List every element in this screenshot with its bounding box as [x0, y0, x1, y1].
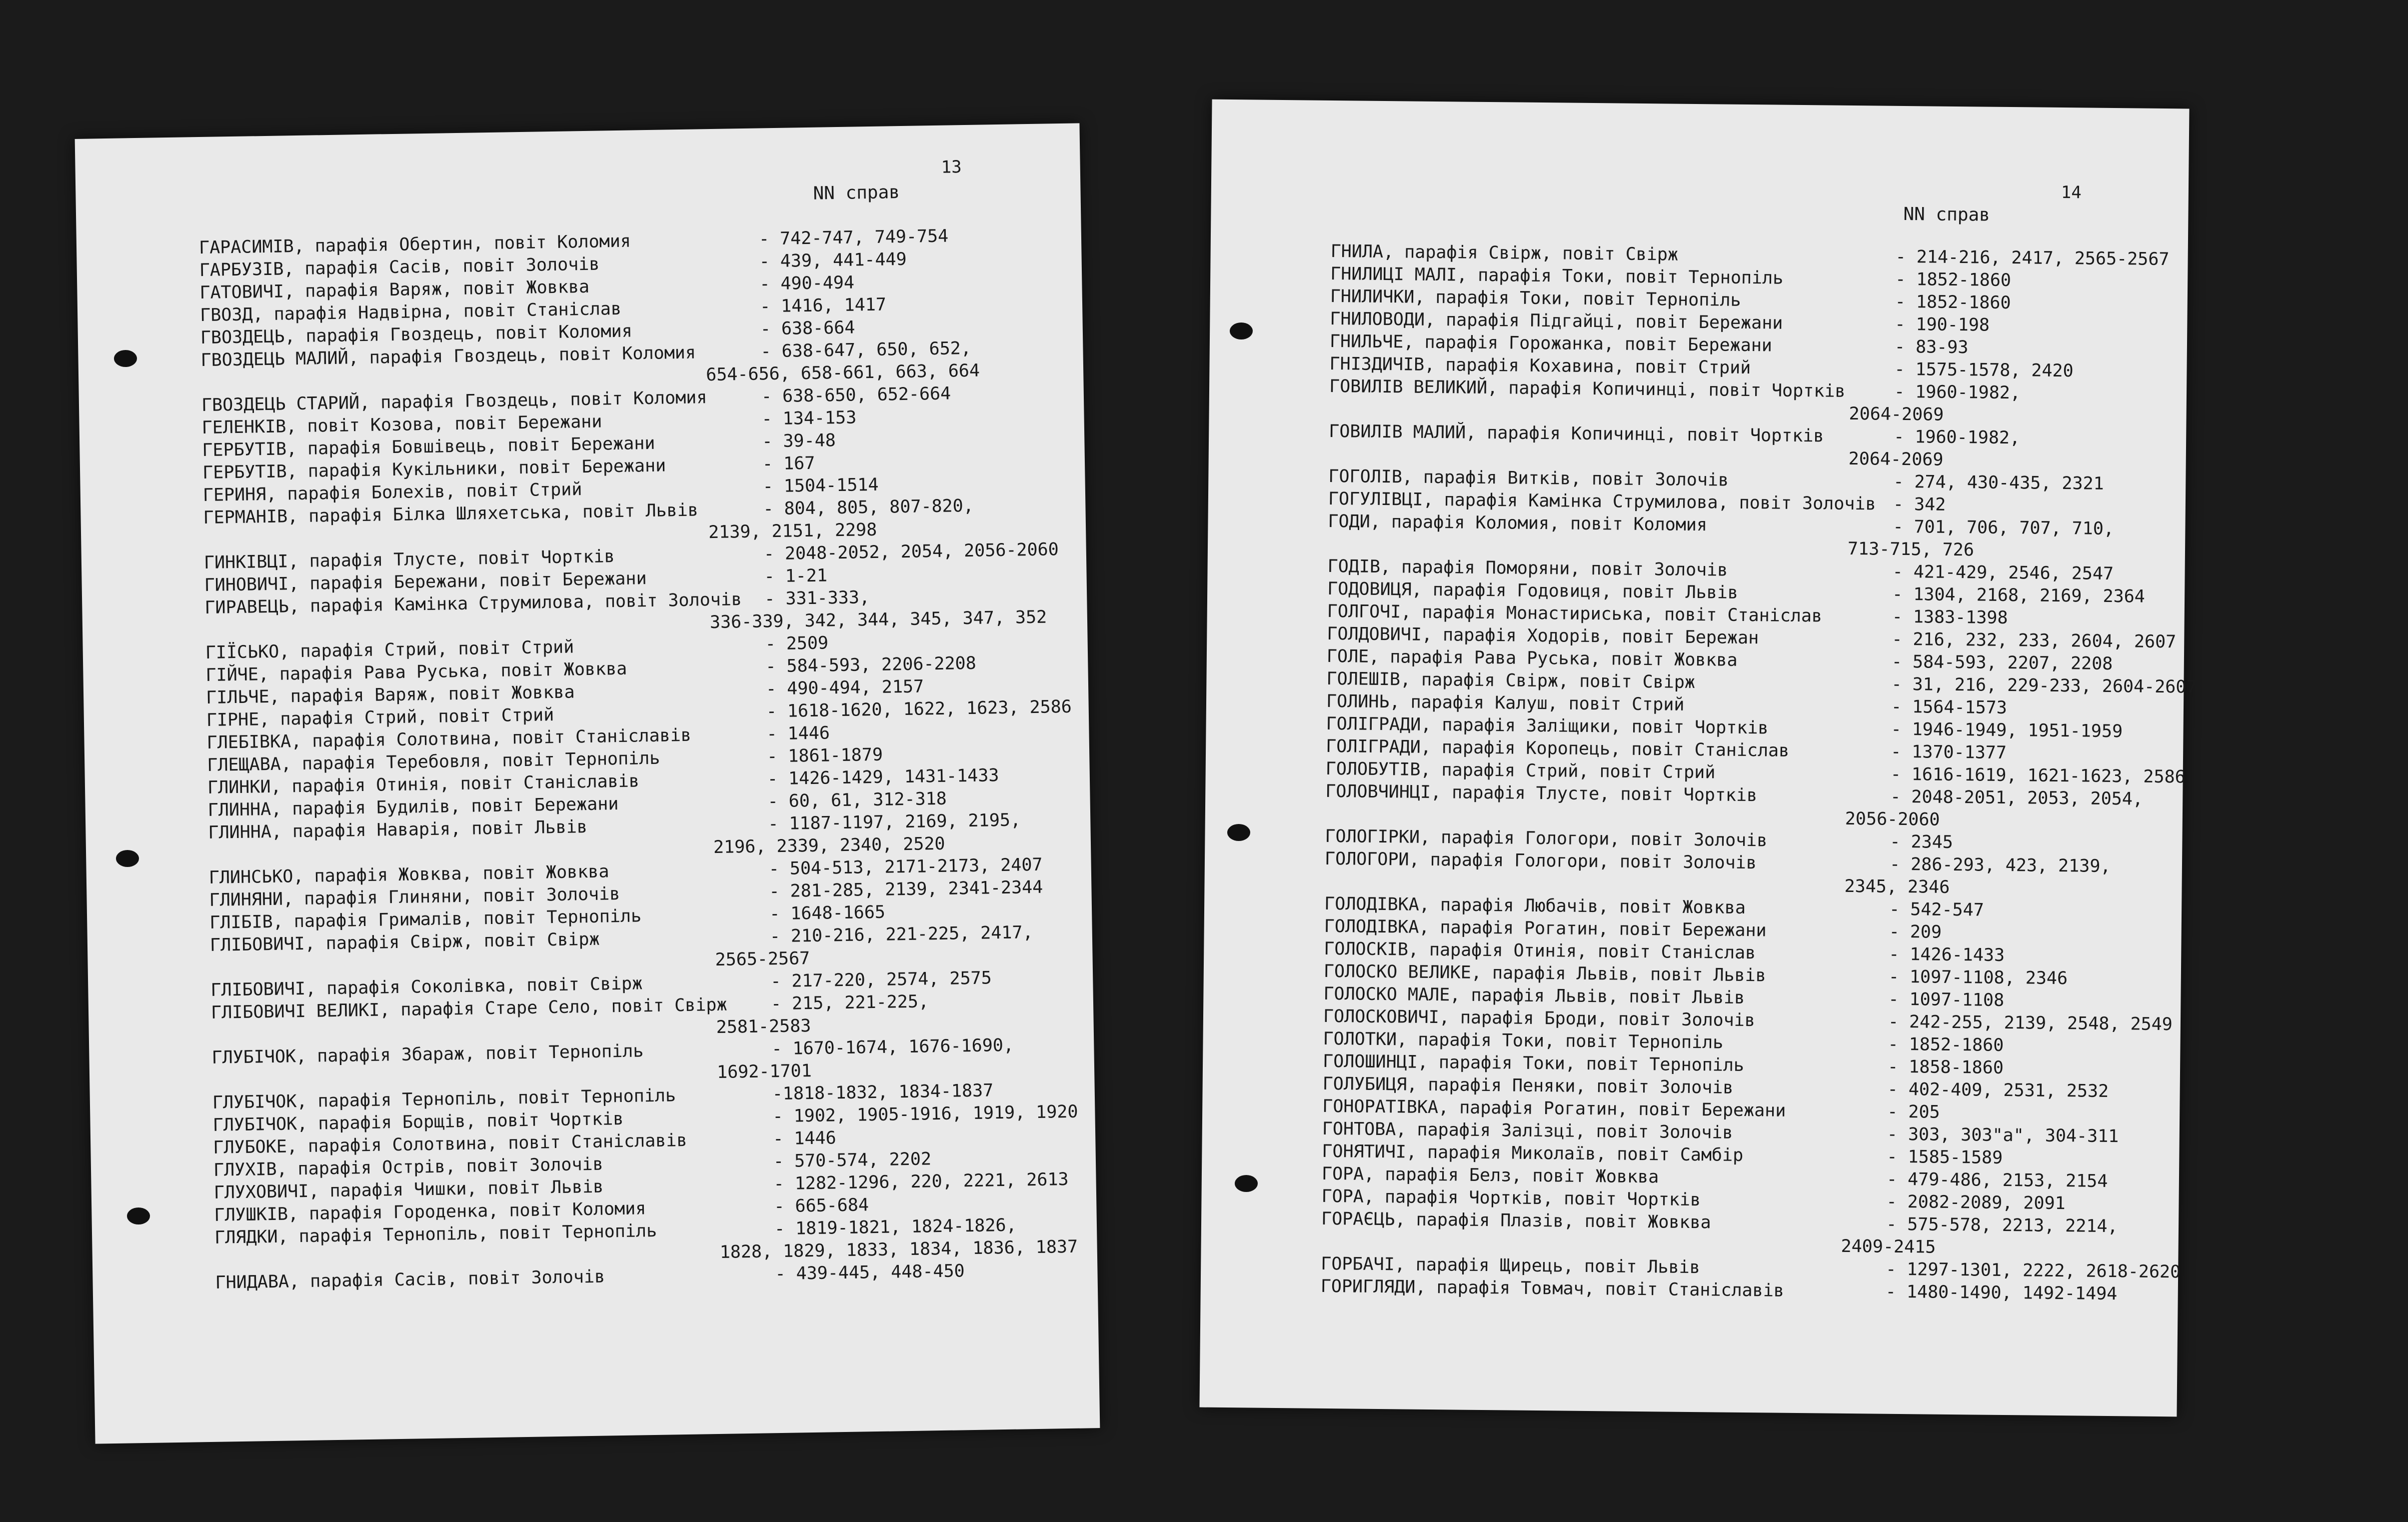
entry-name: ГОЛІГРАДИ, парафія Заліщики, повіт Чортків [1326, 714, 1769, 738]
entry-name: ГОЛЕ, парафія Рава Руська, повіт Жовква [1326, 646, 1738, 670]
entry-name: ГОНОРАТІВКА, парафія Рогатин, повіт Бережани [1322, 1096, 1786, 1121]
entry-list [198, 226, 1078, 1294]
entry-case-numbers: - 60, 61, 312-318 [767, 788, 947, 812]
entry-name: ГОЛГОЧІ, парафія Монастириська, повіт Станіслав [1327, 601, 1823, 626]
entry-case-numbers: - 1852-1860 [1895, 292, 2011, 314]
entry-case-numbers: - 638-647, 650, 652, [760, 338, 972, 362]
entry-name: ГЛЕЩАВА, парафія Теребовля, повіт Тернопіль [207, 748, 660, 776]
entry-case-numbers: - 542-547 [1889, 899, 1984, 920]
entry-case-numbers: - 1097-1108, 2346 [1888, 966, 2068, 989]
entry-case-numbers: - 1670-1674, 1676-1690, [771, 1035, 1014, 1060]
entry-case-numbers: - 2345 [1890, 832, 1954, 852]
entry-case-numbers: - 2082-2089, 2091 [1886, 1192, 2066, 1214]
entry-name: ГОЛОБУТІВ, парафія Стрий, повіт Стрий [1325, 758, 1716, 783]
entry-name: ГОЛОТКИ, парафія Токи, повіт Тернопіль [1323, 1028, 1724, 1053]
entry-name: ГИРАВЕЦЬ, парафія Камінка Струмилова, повіт Золочів [204, 590, 742, 618]
entry-case-numbers-continued: 654-656, 658-661, 663, 664 [705, 360, 980, 386]
index-entry [204, 588, 1047, 642]
entry-name: ГОЛОШИНЦІ, парафія Токи, повіт Тернопіль [1322, 1051, 1745, 1076]
entry-case-numbers: - 570-574, 2202 [773, 1149, 932, 1172]
entry-case-numbers: - 1304, 2168, 2169, 2364 [1892, 584, 2146, 607]
entry-name: ГЕЛЕНКІВ, повіт Козова, повіт Бережани [201, 412, 602, 438]
entry-name: ГІЇСЬКО, парафія Стрий, повіт Стрий [205, 637, 574, 663]
entry-case-numbers-continued: 336-339, 342, 344, 345, 347, 352 [709, 607, 1047, 633]
entry-name: ГЛИНСЬКО, парафія Жовква, повіт Жовква [208, 862, 609, 888]
entry-case-numbers: - 1585-1589 [1887, 1146, 2003, 1168]
entry-case-numbers: - 214-216, 2417, 2565-2567 [1895, 246, 2170, 270]
entry-case-numbers: - 584-593, 2207, 2208 [1891, 652, 2113, 674]
entry-name: ГОВИЛІВ МАЛИЙ, парафія Копичинці, повіт Чортків [1329, 421, 1824, 446]
entry-case-numbers-continued: 2139, 2151, 2298 [708, 520, 877, 543]
entry-name: ГОНТОВА, парафія Залізці, повіт Золочів [1322, 1118, 1733, 1143]
index-entry [212, 1102, 1078, 1137]
entry-case-numbers: - 83-93 [1894, 336, 1969, 358]
binder-hole [1227, 824, 1250, 841]
entry-name: ГЕРИНЯ, парафія Болехів, повіт Стрий [202, 480, 582, 506]
entry-case-numbers-continued: 713-715, 726 [1847, 538, 1975, 560]
entry-case-numbers: - 575-578, 2213, 2214, [1886, 1214, 2118, 1237]
entry-case-numbers: - 1446 [766, 723, 830, 744]
entry-name: ГНІЗДИЧІВ, парафія Кохавина, повіт Стрий [1329, 354, 1751, 378]
entry-case-numbers: - 190-198 [1895, 314, 1990, 336]
entry-case-numbers: - 1648-1665 [769, 902, 886, 924]
entry-case-numbers: - 217-220, 2574, 2575 [770, 968, 992, 992]
index-entry [200, 338, 980, 394]
entry-name: ГЛИНЯНИ, парафія Глиняни, повіт Золочів [209, 884, 620, 910]
entry-case-numbers-continued: 1828, 1829, 1833, 1834, 1836, 1837 [719, 1236, 1078, 1262]
entry-case-numbers: - 490-494, 2157 [765, 676, 924, 700]
entry-case-numbers: - 1187-1197, 2169, 2195, [768, 810, 1021, 834]
entry-case-numbers: - 1575-1578, 2420 [1894, 359, 2074, 382]
entry-name: ГНИЛОВОДИ, парафія Підгайці, повіт Бережани [1330, 308, 1783, 334]
entry-case-numbers: - 1282-1296, 220, 2221, 2613 [773, 1169, 1069, 1194]
entry-case-numbers: - 2048-2052, 2054, 2056-2060 [763, 540, 1059, 564]
entry-case-numbers: - 1902, 1905-1916, 1919, 1920 [772, 1102, 1078, 1127]
index-entry [206, 723, 830, 754]
entry-case-numbers: - 804, 805, 807-820, [763, 496, 974, 520]
entry-name: ГЛУХІВ, парафія Острів, повіт Золочів [213, 1154, 603, 1180]
entry-name: ГВОЗДЕЦЬ СТАРИЙ, парафія Гвоздець, повіт Коломия [201, 388, 707, 416]
column-header: NN справ [813, 182, 900, 204]
entry-case-numbers: - 1852-1860 [1888, 1034, 2004, 1056]
entry-name: ГЛУБІЧОК, парафія Збараж, повіт Тернопіль [211, 1041, 644, 1068]
entry-name: ГЛЕБІВКА, парафія Солотвина, повіт Станіславів [206, 725, 692, 753]
entry-case-numbers: - 1618-1620, 1622, 1623, 2586 [766, 696, 1072, 722]
entry-case-numbers: - 281-285, 2139, 2341-2344 [769, 877, 1043, 902]
entry-name: ГОЛОСКОВИЧІ, парафія Броди, повіт Золочів [1323, 1006, 1756, 1031]
entry-case-numbers: - 439, 441-449 [759, 249, 907, 272]
entry-case-numbers-continued: 2565-2567 [715, 948, 810, 970]
entry-case-numbers: - 638-664 [760, 318, 855, 340]
entry-name: ГОЛИНЬ, парафія Калуш, повіт Стрий [1326, 691, 1685, 715]
entry-name: ГОЛЕШІВ, парафія Свірж, повіт Свірж [1326, 668, 1696, 693]
entry-name: ГЛІБОВИЧІ, парафія Свірж, повіт Свірж [209, 929, 600, 956]
entry-case-numbers: - 210-216, 221-225, 2417, [769, 922, 1033, 947]
entry-case-numbers: - 1383-1398 [1892, 606, 2008, 628]
entry-name: ГЛІБОВИЧІ ВЕЛИКІ, парафія Старе Село, повіт Свірж [210, 994, 727, 1023]
entry-name: ГЛИННА, парафія Наварія, повіт Львів [208, 817, 588, 843]
entry-name: ГОЛУБИЦЯ, парафія Пеняки, повіт Золочів [1322, 1074, 1734, 1098]
right-page [1199, 100, 2197, 1417]
entry-case-numbers: - 1416, 1417 [759, 294, 887, 317]
entry-case-numbers: - 1819-1821, 1824-1826, [774, 1215, 1017, 1240]
entry-name: ГОВИЛІВ ВЕЛИКИЙ, парафія Копичинці, повіт Чортків [1329, 376, 1846, 402]
entry-case-numbers: - 2048-2051, 2053, 2054, [1890, 786, 2144, 810]
entry-name: ГНИЛА, парафія Свірж, повіт Свірж [1330, 241, 1679, 265]
entry-name: ГІЛЬЧЕ, парафія Варяж, повіт Жовква [205, 682, 575, 708]
entry-case-numbers: - 1446 [772, 1128, 836, 1150]
entry-case-numbers: - 1616-1619, 1621-1623, 2586 [1890, 764, 2186, 788]
entry-case-numbers: - 1858-1860 [1887, 1056, 2004, 1078]
entry-case-numbers: - 421-429, 2546, 2547 [1892, 562, 2114, 584]
entry-name: ГЛЯДКИ, парафія Тернопіль, повіт Тернопіль [214, 1220, 657, 1248]
index-entry [1324, 848, 2111, 898]
entry-name: ГОЛОГОРИ, парафія Гологори, повіт Золочів [1324, 848, 1757, 874]
entry-name: ГОЛІГРАДИ, парафія Коропець, повіт Станіслав [1325, 736, 1790, 761]
entry-case-numbers: - 638-650, 652-664 [761, 384, 951, 407]
entry-name: ГНИЛИЧКИ, парафія Токи, повіт Тернопіль [1330, 286, 1741, 310]
entry-name: ГЛИННА, парафія Будилів, повіт Бережани [207, 794, 619, 820]
entry-case-numbers: - 504-513, 2171-2173, 2407 [768, 854, 1043, 880]
index-entry [201, 384, 951, 417]
entry-name: ГОЛДОВИЧІ, парафія Ходорів, повіт Бережан [1327, 624, 1759, 648]
page-number: 14 [2061, 182, 2082, 203]
entry-name: ГОЛОСКІВ, парафія Отинія, повіт Станіслав [1324, 938, 1756, 964]
index-entry [1325, 780, 2144, 830]
entry-case-numbers-continued: 2581-2583 [716, 1016, 811, 1038]
entry-name: ГЛУБІЧОК, парафія Тернопіль, повіт Тернопіль [212, 1086, 676, 1113]
entry-name: ГОЛОСКО ВЕЛИКЕ, парафія Львів, повіт Львів [1323, 961, 1767, 986]
entry-case-numbers: - 1960-1982, [1893, 426, 2021, 448]
entry-case-numbers: - 242-255, 2139, 2548, 2549 [1888, 1012, 2173, 1035]
entry-name: ГНИЛИЦІ МАЛІ, парафія Токи, повіт Тернопіль [1330, 264, 1784, 288]
entry-name: ГНИЛЬЧЕ, парафія Горожанка, повіт Бережани [1329, 331, 1773, 356]
entry-name: ГЛУШКІВ, парафія Городенка, повіт Коломия [214, 1198, 646, 1226]
entry-case-numbers: - 274, 430-435, 2321 [1893, 472, 2104, 494]
entry-name: ГИНКІВЦІ, парафія Тлусте, повіт Чортків [203, 546, 615, 573]
index-entry [210, 968, 992, 1002]
entry-case-numbers: - 31, 216, 229-233, 2604-2607 [1891, 674, 2197, 698]
index-entry [213, 1149, 932, 1182]
entry-case-numbers: - 1946-1949, 1951-1959 [1891, 719, 2123, 742]
index-entry [202, 453, 815, 484]
entry-name: ГАТОВИЧІ, парафія Варяж, повіт Жовква [199, 276, 590, 304]
entry-name: ГОРАЄЦЬ, парафія Плазів, повіт Жовква [1321, 1208, 1711, 1233]
entry-case-numbers: - 402-409, 2531, 2532 [1887, 1079, 2109, 1102]
entry-name: ГОРА, парафія Белз, повіт Жовква [1321, 1164, 1659, 1188]
entry-name: ГОРИГЛЯДИ, парафія Товмач, повіт Станіславів [1320, 1276, 1785, 1301]
entry-case-numbers: - 134-153 [761, 408, 857, 430]
entry-name: ГОРА, парафія Чортків, повіт Чортків [1321, 1186, 1701, 1210]
entry-name: ГОНЯТИЧІ, парафія Миколаїв, повіт Самбір [1322, 1141, 1744, 1166]
entry-name: ГЛІБОВИЧІ, парафія Соколівка, повіт Свірж [210, 974, 643, 1000]
entry-case-numbers-continued: 2196, 2339, 2340, 2520 [713, 834, 945, 858]
entry-case-numbers: - 286-293, 423, 2139, [1889, 854, 2111, 877]
entry-case-numbers: - 1564-1573 [1891, 696, 2007, 718]
entry-name: ГВОЗД, парафія Надвірна, повіт Станіслав [199, 298, 622, 326]
entry-case-numbers: - 439-445, 448-450 [775, 1261, 965, 1284]
entry-name: ГОЛОСКО МАЛЕ, парафія Львів, повіт Львів [1323, 984, 1745, 1008]
entry-case-numbers-continued: 2064-2069 [1848, 448, 1944, 470]
entry-name: ГОЛОДІВКА, парафія Любачів, повіт Жовква [1324, 894, 1746, 918]
entry-name: ГОЛОВЧИНЦІ, парафія Тлусте, повіт Чортків [1325, 781, 1758, 806]
index-entry [209, 902, 886, 934]
index-entry [201, 408, 857, 440]
entry-case-numbers: - 1960-1982, [1894, 382, 2021, 404]
entry-case-numbers: - 303, 303"а", 304-311 [1887, 1124, 2119, 1147]
entry-case-numbers: - 1426-1433 [1889, 944, 2005, 966]
entry-case-numbers: - 742-747, 749-754 [758, 226, 949, 250]
entry-case-numbers: - 209 [1889, 922, 1942, 942]
entry-case-numbers: - 1480-1490, 1492-1494 [1885, 1282, 2118, 1304]
binder-hole [127, 1208, 150, 1224]
entry-case-numbers-continued: 2056-2060 [1845, 808, 1940, 830]
entry-case-numbers: - 1-21 [764, 566, 828, 587]
entry-name: ГВОЗДЕЦЬ МАЛИЙ, парафія Гвоздець, повіт Коломия [200, 342, 696, 371]
column-header: NN справ [1903, 204, 1991, 226]
entry-case-numbers: -1818-1832, 1834-1837 [772, 1080, 994, 1104]
entry-case-numbers: - 331-333, [764, 588, 870, 610]
entry-case-numbers-continued: 2409-2415 [1841, 1236, 1936, 1258]
entry-name: ГАРБУЗІВ, парафія Сасів, повіт Золочів [199, 254, 600, 281]
entry-case-numbers: - 342 [1893, 494, 1946, 515]
entry-name: ГЕРМАНІВ, парафія Білка Шляхетська, повіт Львів [203, 500, 699, 528]
entry-case-numbers: - 167 [762, 453, 815, 474]
entry-case-numbers: - 205 [1887, 1102, 1940, 1122]
index-entry [206, 696, 1072, 732]
entry-name: ГВОЗДЕЦЬ, парафія Гвоздець, повіт Коломия [200, 321, 633, 348]
entry-name: ГОГОЛІВ, парафія Витків, повіт Золочів [1328, 466, 1729, 490]
entry-case-numbers-continued: 2064-2069 [1849, 404, 1944, 425]
index-entry [214, 1215, 1078, 1272]
entry-case-numbers: - 1097-1108 [1888, 989, 2005, 1010]
entry-name: ГЛУХОВИЧІ, парафія Чишки, повіт Львів [213, 1176, 604, 1203]
entry-name: ГІЙЧЕ, парафія Рава Руська, повіт Жовква [205, 658, 627, 686]
entry-case-numbers: - 1861-1879 [766, 744, 883, 767]
entry-case-numbers: - 2509 [765, 633, 829, 654]
binder-hole [116, 850, 139, 867]
entry-case-numbers: - 215, 221-225, [770, 992, 929, 1014]
entry-case-numbers: - 584-593, 2206-2208 [765, 653, 977, 677]
left-page [75, 123, 1100, 1444]
entry-list [1320, 240, 2197, 1304]
entry-case-numbers: - 479-486, 2153, 2154 [1886, 1169, 2108, 1192]
entry-name: ГОЛОГІРКИ, парафія Гологори, повіт Золочів [1325, 826, 1768, 851]
entry-name: ГОЛОДІВКА, парафія Рогатин, повіт Бережани [1324, 916, 1767, 941]
entry-name: ГОДИ, парафія Коломия, повіт Коломия [1328, 511, 1708, 536]
entry-case-numbers: - 1370-1377 [1890, 742, 2007, 763]
entry-name: ГЛИНКИ, парафія Отинія, повіт Станіславів [207, 771, 640, 798]
entry-case-numbers: - 1504-1514 [762, 474, 879, 497]
entry-name: ГЕРБУТІВ, парафія Кукільники, повіт Бережани [202, 456, 666, 484]
entry-case-numbers: - 1297-1301, 2222, 2618-2620 [1886, 1259, 2181, 1282]
binder-hole [1230, 322, 1253, 340]
entry-name: ГАРАСИМІВ, парафія Обертин, повіт Коломия [198, 231, 631, 258]
binder-hole [114, 350, 137, 367]
binder-hole [1235, 1175, 1258, 1192]
entry-name: ГОДІВ, парафія Поморяни, повіт Золочів [1327, 556, 1728, 580]
entry-name: ГЛУБОКЕ, парафія Солотвина, повіт Станіславів [213, 1130, 687, 1158]
entry-name: ГОРБАЧІ, парафія Щирець, повіт Львів [1321, 1254, 1701, 1278]
entry-case-numbers: - 1426-1429, 1431-1433 [767, 766, 999, 790]
entry-case-numbers-continued: 2345, 2346 [1844, 876, 1950, 898]
index-entry [212, 1080, 994, 1114]
entry-case-numbers: - 701, 706, 707, 710, [1893, 516, 2115, 540]
entry-name: ГИНОВИЧІ, парафія Бережани, повіт Бережани [204, 568, 647, 596]
entry-name: ГЕРБУТІВ, парафія Бовшівець, повіт Бережани [202, 433, 655, 461]
entry-name: ГІРНЕ, парафія Стрий, повіт Стрий [206, 705, 554, 730]
entry-name: ГОДОВИЦЯ, парафія Годовиця, повіт Львів [1327, 578, 1739, 603]
page-number: 13 [941, 157, 962, 178]
index-entry [199, 272, 855, 304]
entry-name: ГЛІБІВ, парафія Грималів, повіт Тернопіль [209, 906, 642, 933]
entry-case-numbers: - 1852-1860 [1895, 269, 2012, 291]
entry-case-numbers-continued: 1692-1701 [716, 1061, 812, 1082]
entry-name: ГОГУЛІВЦІ, парафія Камінка Струмилова, повіт Золочів [1328, 488, 1876, 514]
index-entry [205, 653, 977, 687]
index-entry [213, 1169, 1069, 1204]
entry-case-numbers: - 216, 232, 233, 2604, 2607 [1892, 629, 2177, 652]
entry-name: ГЛУБІЧОК, парафія Борщів, повіт Чортків [212, 1108, 624, 1136]
entry-name: ГНИДАВА, парафія Сасів, повіт Золочів [215, 1266, 605, 1293]
index-entry [207, 788, 947, 822]
entry-case-numbers: - 665-684 [774, 1195, 869, 1217]
index-entry [200, 318, 855, 350]
entry-case-numbers: - 490-494 [759, 272, 855, 294]
entry-case-numbers: - 39-48 [761, 430, 836, 452]
